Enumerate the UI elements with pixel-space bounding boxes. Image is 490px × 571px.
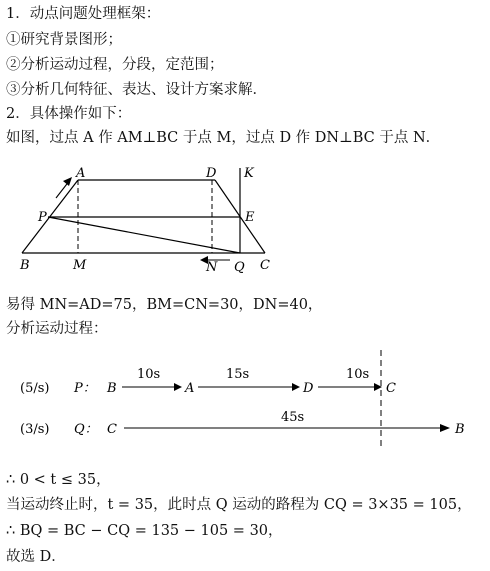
heading-1: 1．动点问题处理框架：: [6, 6, 161, 22]
p-point-b: B: [107, 381, 117, 396]
p-arrow-1-head: [174, 383, 182, 391]
construction-text: 如图，过点 A 作 AM⊥BC 于点 M，过点 D 作 DN⊥BC 于点 N．: [6, 130, 441, 146]
label-q: Q: [234, 260, 245, 275]
step-3: ③分析几何特征、表达、设计方案求解．: [6, 82, 267, 98]
label-e: E: [245, 210, 255, 225]
result-text: 易得 MN=AD=75，BM=CN=30，DN=40，: [6, 297, 323, 313]
distance-calculation: 当运动终止时，t = 35，此时点 Q 运动的路程为 CQ = 3×35 = 105，: [6, 497, 472, 513]
p-time-3: 10s: [346, 367, 370, 382]
label-b: B: [20, 258, 30, 273]
label-p: P: [38, 210, 47, 225]
q-label: Q：: [74, 422, 98, 437]
p-point-a: A: [185, 381, 195, 396]
q-speed: (3/s): [20, 422, 50, 437]
label-c: C: [260, 258, 270, 273]
label-k: K: [244, 166, 254, 181]
label-d: D: [206, 166, 217, 181]
p-arrow-2-head: [292, 383, 300, 391]
step-2: ②分析运动过程，分段，定范围；: [6, 57, 224, 73]
step-1: ①研究背景图形；: [6, 32, 122, 48]
label-n: N: [206, 260, 218, 275]
arrow-p-head: [63, 177, 72, 186]
motion-timeline: [0, 345, 480, 455]
q-arrow-head: [440, 424, 450, 432]
label-m: M: [73, 258, 87, 273]
p-speed: (5/s): [20, 381, 50, 396]
label-a: A: [76, 166, 86, 181]
q-point-b: B: [455, 422, 465, 437]
analysis-heading: 分析运动过程：: [6, 321, 108, 337]
answer: 故选 D．: [6, 549, 66, 565]
p-point-d: D: [303, 381, 314, 396]
geometry-figure: [0, 160, 300, 280]
heading-2: 2．具体操作如下：: [6, 106, 132, 122]
q-point-c: C: [107, 422, 117, 437]
segment-pq: [48, 217, 240, 253]
p-time-1: 10s: [137, 367, 161, 382]
range-result: ∴ 0 < t ≤ 35，: [6, 472, 111, 488]
p-label: P：: [74, 381, 96, 396]
q-time: 45s: [281, 410, 305, 425]
p-time-2: 15s: [226, 367, 250, 382]
p-point-c: C: [386, 381, 396, 396]
bq-calculation: ∴ BQ = BC − CQ = 135 − 105 = 30，: [6, 523, 283, 539]
